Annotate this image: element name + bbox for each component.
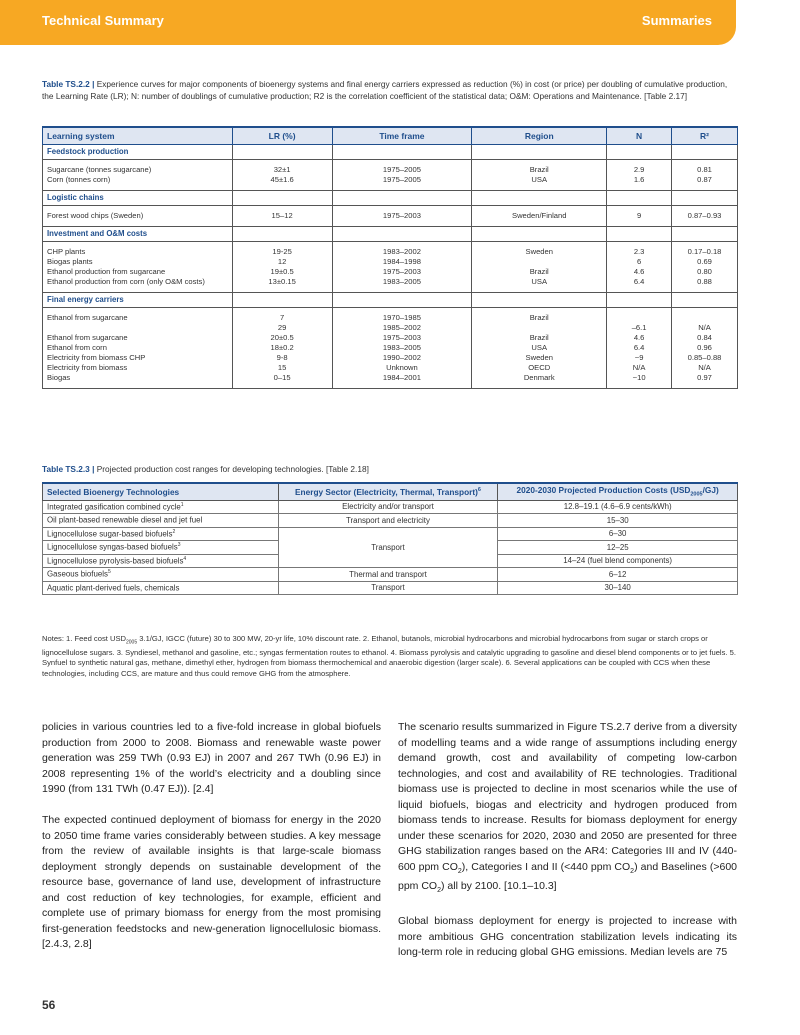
cell-tech: Integrated gasification combined cycle$^1$ (43, 500, 279, 514)
cell-n: 2.9 1.6 (607, 159, 672, 190)
cell-r2: 0.81 0.87 (672, 159, 738, 190)
section-row (43, 226, 738, 241)
col-header: R² (672, 127, 738, 144)
section-title: Technical Summary (42, 13, 164, 28)
cell-cost: 6–12 (498, 568, 738, 582)
cell-system: CHP plants Biogas plants Ethanol production from sugarcane Ethanol production from corn (only O&M costs) (43, 241, 233, 292)
cell-cost: 30–140 (498, 581, 738, 595)
cell-lr: 7 29 20±0.5 18±0.2 9-8 15 0–15 (232, 307, 332, 388)
cell-r2: 0.87–0.93 (672, 205, 738, 226)
cell-n: 2.3 6 4.6 6.4 (607, 241, 672, 292)
table1-caption-text: Experience curves for major components of bioenergy systems and final energy carriers expressed as reduction (%) in cost (or price) per doubling of cumulative production, the Learning Rate (LR); N: number of doublings of cumulative production; R2 is the correlation coefficient of the statistical data; O&M: Operations and Maintenance. [Table 2.17] (42, 79, 728, 101)
col-header: N (607, 127, 672, 144)
cell-sector: Transport (278, 527, 498, 568)
cell-n: –6.1 4.6 6.4 ~9 N/A ~10 (607, 307, 672, 388)
cell-region: Sweden Brazil USA (472, 241, 607, 292)
table-row (43, 500, 738, 514)
table-row (43, 581, 738, 595)
cell-tech: Lignocellulose pyrolysis-based biofuels$^4$ (43, 554, 279, 568)
cell-system: Ethanol from sugarcane Ethanol from sugarcane Ethanol from corn Electricity from biomass CHP Electricity from biomass Biogas (43, 307, 233, 388)
cell-cost: 15–30 (498, 514, 738, 528)
section-row (43, 144, 738, 159)
col-header: LR (%) (232, 127, 332, 144)
cell-time: 1970–1985 1985–2002 1975–2003 1983–2005 1990–2002 Unknown 1984–2001 (332, 307, 472, 388)
cell-system: Forest wood chips (Sweden) (43, 205, 233, 226)
cell-region: Sweden/Finland (472, 205, 607, 226)
section-title: Feedstock production (43, 144, 233, 159)
paragraph: policies in various countries led to a five-fold increase in global biofuels production from 2000 to 2008. Biomass and renewable waste power generation was 259 TWh (0.93 EJ) in 2007 and 267 TWh (0.96 EJ) in 2008 representing 1% of the world’s electricity and a doubling since 1990 (from 131 TWh (0.47 EJ)). [2.4] (42, 721, 381, 795)
section-row (43, 190, 738, 205)
cell-r2: N/A 0.84 0.96 0.85–0.88 N/A 0.97 (672, 307, 738, 388)
col-header: Learning system (43, 127, 233, 144)
cell-cost: 12.8–19.1 (4.6–6.9 cents/kWh) (498, 500, 738, 514)
table1-caption (42, 78, 737, 102)
cell-time: 1975–2005 1975–2005 (332, 159, 472, 190)
table-row (43, 568, 738, 582)
body-column-left (42, 720, 381, 968)
cell-sector: Transport (278, 581, 498, 595)
table-row (43, 159, 738, 190)
table2-label: Table TS.2.3 | (42, 464, 95, 474)
cell-tech: Gaseous biofuels$^5$ (43, 568, 279, 582)
header-bar (0, 0, 736, 45)
col-header: Energy Sector (Electricity, Thermal, Transport)$^6$ (278, 483, 498, 500)
col-header: Time frame (332, 127, 472, 144)
col-header: Region (472, 127, 607, 144)
cell-n: 9 (607, 205, 672, 226)
cell-r2: 0.17–0.18 0.69 0.80 0.88 (672, 241, 738, 292)
page-number: 56 (42, 998, 56, 1012)
cell-lr: 15–12 (232, 205, 332, 226)
section-category: Summaries (641, 13, 712, 28)
section-title: Final energy carriers (43, 292, 233, 307)
section-row (43, 292, 738, 307)
cell-cost: 12–25 (498, 541, 738, 555)
table2-notes: Notes: 1. Feed cost $USD_{2005}$ 3.1/GJ, IGCC (future) 30 to 300 MW, 20-yr life, 10% discount rate. 2. Ethanol, butanols, microbial hydrocarbons and microbial hydrocarbons from sugar or starch crops or lignocellulose sugars. 3. Syndiesel, methanol and gasoline, etc.; syngas fermentation routes to ethanol. 4. Biomass pyrolysis and catalytic upgrading to gasoline and diesel blend components or to jet fuels. 5. Synfuel to synthetic natural gas, methane, dimethyl ether, hydrogen from biomass thermochemical and anaerobic digestion (larger scale). 6. Several applications can be coupled with CCS when these technologies, including CCS, are mature and thus could remove GHG from the atmosphere. (42, 634, 736, 678)
paragraph: Global biomass deployment for energy is projected to increase with more ambitious GHG concentration stabilization levels indicating its long-term role in reducing global GHG emissions. Median levels are 75 (398, 915, 737, 959)
cell-sector: Thermal and transport (278, 568, 498, 582)
body-column-right (398, 720, 737, 976)
cell-sector: Transport and electricity (278, 514, 498, 528)
cell-lr: 19-25 12 19±0.5 13±0.15 (232, 241, 332, 292)
cell-time: 1975–2003 (332, 205, 472, 226)
table2-caption (42, 463, 737, 475)
cell-tech: Lignocellulose sugar-based biofuels$^2$ (43, 527, 279, 541)
projected-costs-table (42, 482, 738, 595)
table1-label: Table TS.2.2 | (42, 79, 95, 89)
cell-region: Brazil USA (472, 159, 607, 190)
table-row (43, 307, 738, 388)
table-row (43, 527, 738, 541)
cell-cost: 6–30 (498, 527, 738, 541)
cell-cost: 14–24 (fuel blend components) (498, 554, 738, 568)
cell-tech: Lignocellulose syngas-based biofuels$^3$ (43, 541, 279, 555)
cell-tech: Oil plant-based renewable diesel and jet fuel (43, 514, 279, 528)
table-row (43, 241, 738, 292)
cell-system: Sugarcane (tonnes sugarcane) Corn (tonnes corn) (43, 159, 233, 190)
cell-sector: Electricity and/or transport (278, 500, 498, 514)
cell-region: Brazil Brazil USA Sweden OECD Denmark (472, 307, 607, 388)
table-row (43, 205, 738, 226)
paragraph: The scenario results summarized in Figure TS.2.7 derive from a diversity of modelling teams and a wide range of assumptions including energy demand growth, cost and availability of competing low-carbon technologies, and cost and availability of RE technologies. Traditional biomass use is projected to decline in most scenarios while the use of liquid biofuels, biogas and electricity and hydrogen produced from biomass tends to increase. Results for biomass deployment for energy under these scenarios for 2020, 2030 and 2050 are presented for three GHG stabilization ranges based on the AR4: Categories III and IV (440-600 ppm $CO_2$), Categories I and II (<440 ppm $CO_2$) and Baselines (>600 ppm $CO_2$) all by 2100. [10.1–10.3] (398, 721, 738, 895)
experience-curves-table (42, 126, 738, 389)
cell-tech: Aquatic plant-derived fuels, chemicals (43, 581, 279, 595)
cell-time: 1983–2002 1984–1998 1975–2003 1983–2005 (332, 241, 472, 292)
paragraph: The expected continued deployment of biomass for energy in the 2020 to 2050 time frame varies considerably between studies. A key message from the review of available insights is that large-scale biomass deployment strongly depends on sustainable development of the resource base, governance of land use, development of infrastructure and cost reduction of key technologies, for example, efficient and complete use of primary biomass for energy from the most promising first-generation feedstocks and new-generation lignocellulosic biomass. [2.4.3, 2.8] (42, 814, 381, 950)
col-header: 2020-2030 Projected Production Costs $(USD_{2005}/GJ)$ (498, 483, 738, 500)
table-header-row (43, 127, 738, 144)
col-header: Selected Bioenergy Technologies (43, 483, 279, 500)
section-title: Logistic chains (43, 190, 233, 205)
table-row (43, 514, 738, 528)
cell-lr: 32±1 45±1.6 (232, 159, 332, 190)
section-title: Investment and O&M costs (43, 226, 233, 241)
table2-caption-text: Projected production cost ranges for developing technologies. [Table 2.18] (96, 464, 369, 474)
table-header-row (43, 483, 738, 500)
